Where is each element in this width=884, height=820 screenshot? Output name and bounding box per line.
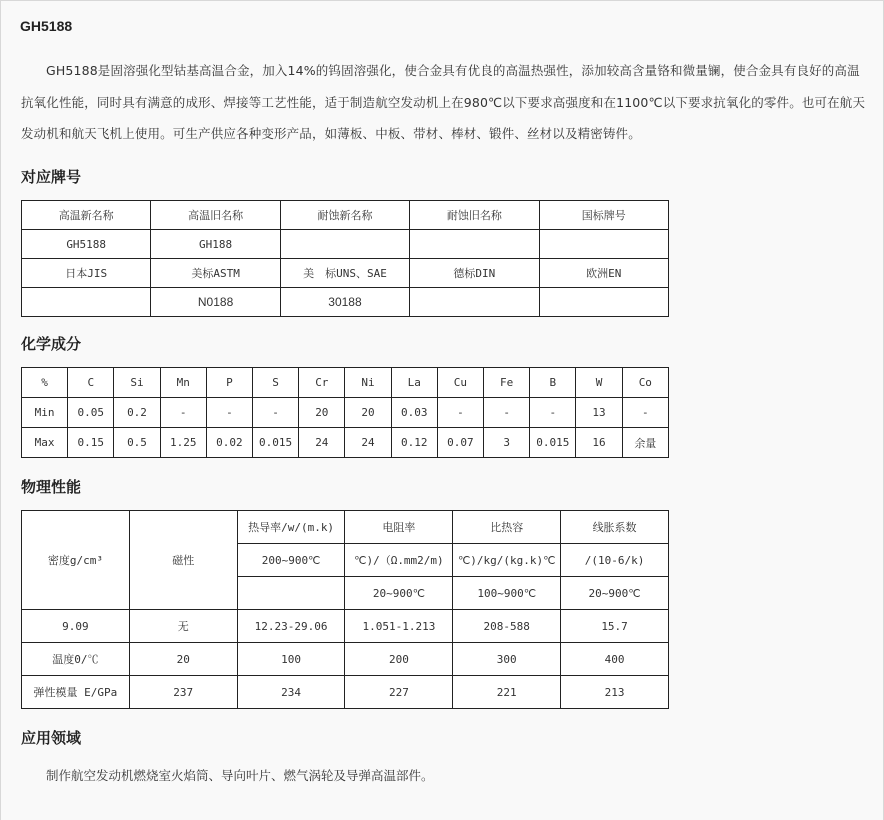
table-cell bbox=[539, 288, 668, 317]
table-cell: 13 bbox=[576, 398, 622, 428]
chemistry-heading: 化学成分 bbox=[21, 335, 82, 353]
table-cell: 200~900℃ bbox=[237, 544, 345, 577]
table-cell: ℃)/（Ω.mm2/m) bbox=[345, 544, 453, 577]
table-cell: 0.02 bbox=[206, 428, 252, 458]
table-row bbox=[22, 230, 669, 259]
table-cell: 0.07 bbox=[437, 428, 483, 458]
table-cell: Cu bbox=[437, 368, 483, 398]
table-cell: 无 bbox=[129, 610, 237, 643]
table-cell: Fe bbox=[484, 368, 530, 398]
table-cell: 237 bbox=[129, 676, 237, 709]
table-cell: - bbox=[253, 398, 299, 428]
table-row bbox=[22, 511, 669, 544]
table-row bbox=[22, 368, 669, 398]
table-cell: Cr bbox=[299, 368, 345, 398]
table-row bbox=[22, 643, 669, 676]
table-cell: 0.5 bbox=[114, 428, 160, 458]
table-cell: Ni bbox=[345, 368, 391, 398]
table-cell: /(10-6/k) bbox=[561, 544, 669, 577]
table-cell bbox=[539, 230, 668, 259]
table-cell: GH5188 bbox=[22, 230, 151, 259]
table-cell: 24 bbox=[345, 428, 391, 458]
table-cell: 温度0/℃ bbox=[22, 643, 130, 676]
table-cell: ℃)/kg/(kg.k)℃ bbox=[453, 544, 561, 577]
table-cell: 234 bbox=[237, 676, 345, 709]
table-row bbox=[22, 259, 669, 288]
table-cell: 9.09 bbox=[22, 610, 130, 643]
table-cell: 208-588 bbox=[453, 610, 561, 643]
table-cell: La bbox=[391, 368, 437, 398]
table-cell: 高温旧名称 bbox=[151, 201, 280, 230]
table-row bbox=[22, 398, 669, 428]
table-cell: S bbox=[253, 368, 299, 398]
table-cell bbox=[280, 230, 409, 259]
table-cell: 0.05 bbox=[68, 398, 114, 428]
table-cell: W bbox=[576, 368, 622, 398]
table-cell: 1.051-1.213 bbox=[345, 610, 453, 643]
table-row bbox=[22, 610, 669, 643]
table-cell: - bbox=[437, 398, 483, 428]
table-cell bbox=[410, 230, 539, 259]
table-cell: 24 bbox=[299, 428, 345, 458]
table-cell bbox=[22, 288, 151, 317]
table-cell: 20 bbox=[299, 398, 345, 428]
table-cell: Mn bbox=[160, 368, 206, 398]
table-cell: 德标DIN bbox=[410, 259, 539, 288]
table-cell: 比热容 bbox=[453, 511, 561, 544]
table-cell: - bbox=[484, 398, 530, 428]
table-cell: Co bbox=[622, 368, 668, 398]
table-cell: 耐蚀旧名称 bbox=[410, 201, 539, 230]
table-cell: 耐蚀新名称 bbox=[280, 201, 409, 230]
chemistry-table bbox=[21, 367, 669, 458]
table-cell: Min bbox=[22, 398, 68, 428]
table-cell: 美标ASTM bbox=[151, 259, 280, 288]
table-cell: 0.15 bbox=[68, 428, 114, 458]
table-cell: 热导率/w/(m.k) bbox=[237, 511, 345, 544]
table-cell: 200 bbox=[345, 643, 453, 676]
table-cell: 30188 bbox=[280, 288, 409, 317]
intro-paragraph: GH5188是固溶强化型钴基高温合金，加入14%的钨固溶强化，使合金具有优良的高温热强性，添加较高含量铬和微量镧，使合金具有良好的高温抗氧化性能，同时具有满意的成形、焊接等工艺性能，适于制造航空发动机上在980℃以下要求高强度和在1100℃以下要求抗氧化的零件。也可在航天发动机和航天飞机上使用。可生产供应各种变形产品，如薄板、中板、带材、棒材、锻件、丝材以及精密铸件。 bbox=[21, 63, 866, 141]
table-cell: - bbox=[206, 398, 252, 428]
table-cell: 12.23-29.06 bbox=[237, 610, 345, 643]
table-cell: 电阻率 bbox=[345, 511, 453, 544]
table-cell: 日本JIS bbox=[22, 259, 151, 288]
table-cell: 213 bbox=[561, 676, 669, 709]
table-cell: 磁性 bbox=[129, 511, 237, 610]
applications-text: 制作航空发动机燃烧室火焰筒、导向叶片、燃气涡轮及导弹高温部件。 bbox=[46, 768, 434, 783]
table-cell: - bbox=[622, 398, 668, 428]
table-cell: 高温新名称 bbox=[22, 201, 151, 230]
table-cell: 欧洲EN bbox=[539, 259, 668, 288]
table-cell: 20~900℃ bbox=[561, 577, 669, 610]
table-cell bbox=[410, 288, 539, 317]
table-cell: 100 bbox=[237, 643, 345, 676]
table-cell: P bbox=[206, 368, 252, 398]
table-cell: 20~900℃ bbox=[345, 577, 453, 610]
table-row bbox=[22, 201, 669, 230]
table-cell: 20 bbox=[129, 643, 237, 676]
table-cell: 余量 bbox=[622, 428, 668, 458]
grades-heading: 对应牌号 bbox=[21, 168, 82, 186]
table-row bbox=[22, 676, 669, 709]
table-cell: - bbox=[160, 398, 206, 428]
table-cell: C bbox=[68, 368, 114, 398]
physical-properties-table bbox=[21, 510, 669, 709]
table-cell: Si bbox=[114, 368, 160, 398]
table-cell: - bbox=[530, 398, 576, 428]
table-cell: 美 标UNS、SAE bbox=[280, 259, 409, 288]
page-title: GH5188 bbox=[20, 18, 73, 34]
table-cell: 密度g/cm³ bbox=[22, 511, 130, 610]
table-cell: 1.25 bbox=[160, 428, 206, 458]
table-cell: % bbox=[22, 368, 68, 398]
table-cell: 0.12 bbox=[391, 428, 437, 458]
table-cell: 0.015 bbox=[530, 428, 576, 458]
grades-table bbox=[21, 200, 669, 317]
table-cell: 0.015 bbox=[253, 428, 299, 458]
table-row bbox=[22, 288, 669, 317]
table-cell: Max bbox=[22, 428, 68, 458]
table-cell: 国标牌号 bbox=[539, 201, 668, 230]
applications-heading: 应用领域 bbox=[21, 729, 82, 747]
table-row bbox=[22, 428, 669, 458]
table-cell: 400 bbox=[561, 643, 669, 676]
table-cell: 20 bbox=[345, 398, 391, 428]
table-cell: 16 bbox=[576, 428, 622, 458]
table-cell: N0188 bbox=[151, 288, 280, 317]
table-cell: B bbox=[530, 368, 576, 398]
table-cell: 15.7 bbox=[561, 610, 669, 643]
table-cell: 300 bbox=[453, 643, 561, 676]
table-cell: 线胀系数 bbox=[561, 511, 669, 544]
table-cell: 0.2 bbox=[114, 398, 160, 428]
table-cell: 227 bbox=[345, 676, 453, 709]
table-cell: 221 bbox=[453, 676, 561, 709]
physical-heading: 物理性能 bbox=[21, 478, 82, 496]
table-cell bbox=[237, 577, 345, 610]
table-cell: 100~900℃ bbox=[453, 577, 561, 610]
table-cell: 弹性模量 E/GPa bbox=[22, 676, 130, 709]
table-cell: 3 bbox=[484, 428, 530, 458]
table-cell: GH188 bbox=[151, 230, 280, 259]
table-cell: 0.03 bbox=[391, 398, 437, 428]
